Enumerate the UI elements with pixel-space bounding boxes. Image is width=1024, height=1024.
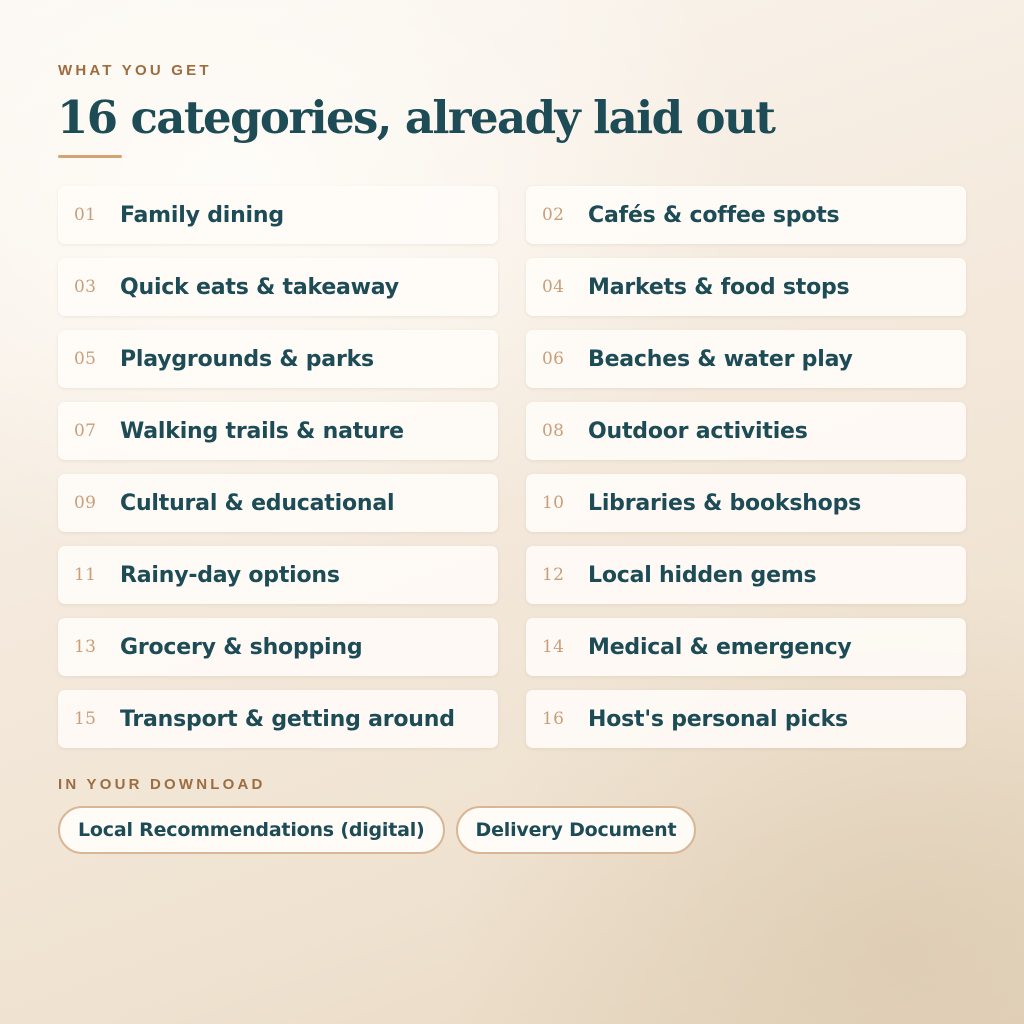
category-number: 02	[542, 205, 565, 225]
category-card	[526, 186, 966, 244]
category-card	[526, 546, 966, 604]
category-label: Beaches & water play	[588, 346, 853, 372]
category-label: Family dining	[120, 202, 284, 228]
download-items	[58, 806, 696, 854]
category-label: Rainy-day options	[120, 562, 340, 588]
category-number: 12	[542, 565, 565, 585]
category-number: 01	[74, 205, 97, 225]
category-card	[58, 402, 498, 460]
category-label: Host's personal picks	[588, 706, 848, 732]
category-number: 03	[74, 277, 97, 297]
category-label: Medical & emergency	[588, 634, 852, 660]
download-eyebrow: IN YOUR DOWNLOAD	[58, 776, 266, 793]
category-number: 08	[542, 421, 565, 441]
download-item-local-recommendations: Local Recommendations (digital)	[58, 806, 445, 854]
download-item-delivery-document: Delivery Document	[456, 806, 697, 854]
category-number: 07	[74, 421, 97, 441]
category-grid	[58, 186, 966, 748]
category-number: 11	[74, 565, 97, 585]
category-label: Playgrounds & parks	[120, 346, 374, 372]
section-eyebrow: WHAT YOU GET	[58, 62, 212, 79]
category-label: Grocery & shopping	[120, 634, 363, 660]
category-card	[58, 330, 498, 388]
category-number: 05	[74, 349, 97, 369]
category-card	[58, 258, 498, 316]
category-card	[58, 618, 498, 676]
category-label: Outdoor activities	[588, 418, 808, 444]
category-label: Libraries & bookshops	[588, 490, 862, 516]
category-label: Walking trails & nature	[120, 418, 404, 444]
category-number: 13	[74, 637, 97, 657]
category-card	[526, 258, 966, 316]
page-title: 16 categories, already laid out	[57, 91, 775, 144]
category-card	[58, 690, 498, 748]
category-number: 16	[542, 709, 565, 729]
category-label: Cultural & educational	[120, 490, 395, 516]
category-card	[526, 618, 966, 676]
category-card	[526, 474, 966, 532]
category-number: 14	[542, 637, 565, 657]
category-card	[526, 402, 966, 460]
category-label: Quick eats & takeaway	[120, 274, 399, 300]
category-card	[58, 474, 498, 532]
title-underline	[58, 155, 122, 158]
category-number: 10	[542, 493, 565, 513]
category-label: Local hidden gems	[588, 562, 817, 588]
category-number: 15	[74, 709, 97, 729]
category-card	[58, 546, 498, 604]
category-label: Transport & getting around	[120, 706, 455, 732]
category-label: Markets & food stops	[588, 274, 850, 300]
category-label: Cafés & coffee spots	[588, 202, 840, 228]
category-number: 09	[74, 493, 97, 513]
category-number: 06	[542, 349, 565, 369]
category-card	[526, 690, 966, 748]
category-card	[58, 186, 498, 244]
category-number: 04	[542, 277, 565, 297]
category-card	[526, 330, 966, 388]
